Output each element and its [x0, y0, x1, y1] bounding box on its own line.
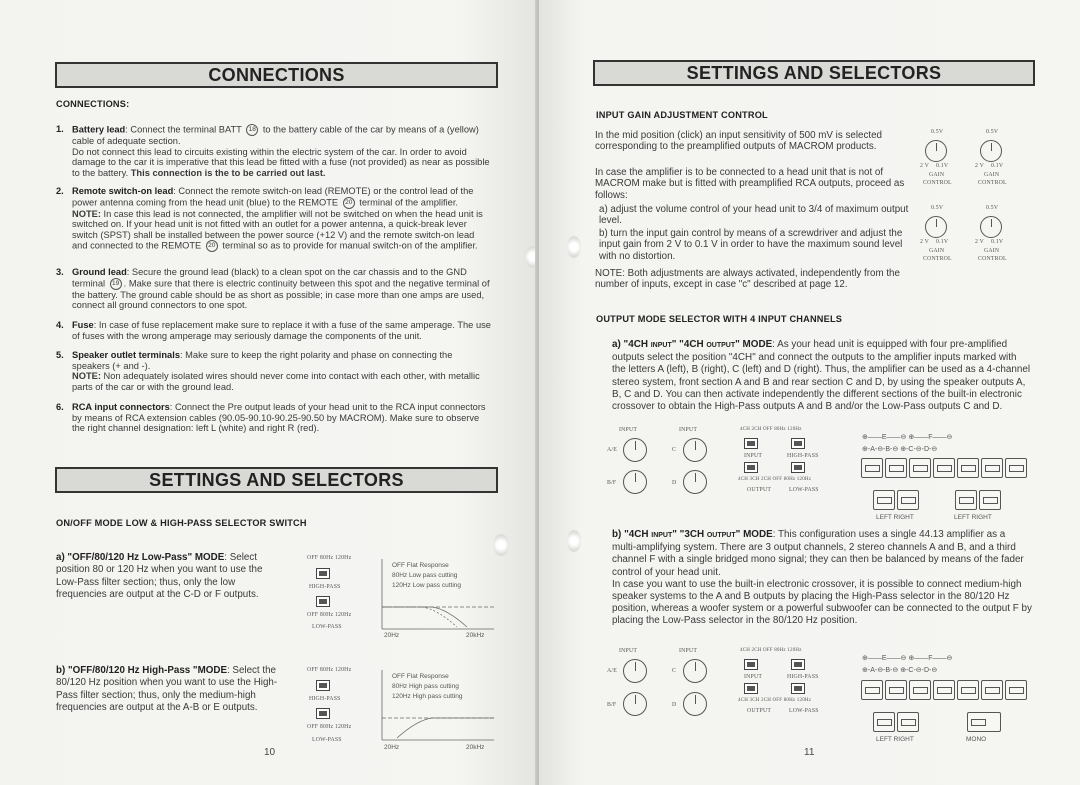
switch-b-bottom-label: OFF 80Hz 120Hz [307, 724, 352, 730]
switch-a-high [316, 568, 330, 579]
freq-20-a: 20Hz [384, 632, 400, 639]
right-page: SETTINGS AND SELECTORS INPUT GAIN ADJUSTMENT CONTROL In the mid position (click) an input sensitivity of 500 mV is selected corresponding to the preamplified outputs of MACROM products. In case the amplifier is to be connected to a head unit that is not of MACROM make but is fitted with preamplified RCA outputs, proceed as follows: a) adjust the volume control of your head unit to 3/4 of maximum output level. b) turn the input gain control by means of a screwdriver and adjust the input gain from 2 V to 0.1 V in order to have the maximum sound level with no distortion. NOTE: Both adjustments are always activated, independently from the number of inputs, except in case "c" described at page 12. 0.5V 2 V 0.1V GAIN CONTROL 0.5V 2 V 0.1V GAIN CONTROL 0.5V 2 V 0.1V GAIN CONTROL 0.5V 2 V 0.1V GAIN CONTROL OUTPUT MODE SELECTOR WITH 4 INPUT CHANNELS a) "4CH INPUT" "4CH OUTPUT" MODE: As your head unit is equipped with four pre-amplified outputs select the position "4CH" and connect the outputs to the amplifier inputs marked with the letters A (left), B (right), C (left) and D (right). Thus, the amplifier can be used as a 4-channel stereo system, front section A and B and rear section C and D, by using the speaker outputs A, B, C and D. You can then activate independently the different sections of the built-in electronic crossover to obtain the High-Pass outputs A and B and/or the Low-Pass outputs C and D. INPUT INPUT A/E B/F C D 4CH 2CH OFF 80Hz 120Hz INPUT HIGH-PASS 4CH 3CH 2CH OFF 80Hz 120Hz OUTPUT LOW-PASS ⊕——E——⊖ ⊕——F——⊖ ⊕-A-⊖-B-⊖ ⊕-C-⊖-D-⊖ LEFT RIGHT LEFT RIGHT b) "4CH INPUT" "3CH OUTPUT" MODE: This configuration uses a single 44.13 amplifier as a multi-amplifying system. There are 3 output channels, 2 stereo channels A and B, and a third channel F with a single bridged mono signal; they can then be balanced by means of the fader control of your head unit. In case you want to use the built-in electronic crossover, it is possible to connect medium-high speaker systems to the A and B outputs by placing the High-Pass selector in the 80/120 Hz position, whereas a woofer system or a powerful subwoofer can be connected to the output F by placing the Low-Pass selector in the 80/120 Hz position. INPUT INPUT A/E B/F C D 4CH 2CH OFF 80Hz 120Hz INPUT HIGH-PASS 4CH 3CH 2CH OFF 80Hz 120Hz OUTPUT LOW-PASS ⊕——E——⊖ ⊕——F——⊖ ⊕-A-⊖-B-⊖ ⊕-C-⊖-D-⊖ LEFT RIGHT MONO 11 [539, 0, 1080, 785]
switch-a-lowpass-label: LOW-PASS [312, 624, 342, 630]
connection-item-remote: 2. Remote switch-on lead: Connect the remote switch-on lead (REMOTE) or the control lead of the power antenna coming from the head unit (blue) to the REMOTE 20 terminal of the amplifier. NOTE: In case this lead is not connected, the amplifier will not be switched on when the head unit is switched on. If your head unit is not fitted with an outlet for a power antenna, a quick-break lever switch (SPST) shall be installed between the power source (+12 V) and the remote switch-on lead and connected to the REMOTE 20 terminal so as to provide for manual switch-on of the amplifier. [56, 186, 483, 251]
legend-120-high: 120Hz High pass cutting [392, 693, 463, 700]
terminal-badge: 18 [246, 124, 258, 136]
switch-b-top-label: OFF 80Hz 120Hz [307, 667, 352, 673]
connections-banner: CONNECTIONS [55, 62, 498, 88]
connection-item-battery: 1. Battery lead: Connect the terminal BATT 18 to the battery cable of the car by means of a (yellow) cable of adequate section. Do not connect this lead to circuits existing within the electric system of the car. In order to avoid damage to the car it is imperative that this lead be fitted with a fuse (not provided) as near as possible to the battery. This connection is the to be carried out last. [56, 124, 490, 178]
connections-heading: CONNECTIONS: [56, 99, 130, 109]
legend-off-b: OFF Flat Response [392, 673, 449, 680]
switch-b-low [316, 708, 330, 719]
switch-a-top-label: OFF 80Hz 120Hz [307, 555, 352, 561]
switch-a-bottom-label: OFF 80Hz 120Hz [307, 612, 352, 618]
connection-item-speaker: 5. Speaker outlet terminals: Make sure to keep the right polarity and phase on connecting the speakers (+ and -). NOTE: Non adequately isolated wires should never come into contact with each other, with metallic parts of the car or with the ground lead. [56, 350, 480, 392]
legend-120-low: 120Hz Low pass cutting [392, 582, 462, 589]
freq-20k-a: 20kHz [466, 632, 485, 639]
switch-a-low [316, 596, 330, 607]
mode-a-text: a) "OFF/80/120 Hz Low-Pass" MODE: Select position 80 or 120 Hz when you want to use the Low-Pass filter section; thus, only the low frequencies are output at the C-D or F outputs. [56, 552, 263, 601]
output-mode-heading: OUTPUT MODE SELECTOR WITH 4 INPUT CHANNELS [596, 314, 843, 324]
switch-b-highpass-label: HIGH-PASS [309, 696, 341, 702]
response-graph-a [372, 557, 497, 637]
switch-b-high [316, 680, 330, 691]
mode-4ch-4ch-text: a) "4CH INPUT" "4CH OUTPUT" MODE: As your head unit is equipped with four pre-amplified outputs select the position "4CH" and connect the outputs to the amplifier inputs marked with the letters A (left), B (right), C (left) and D (right). Thus, the amplifier can be used as a 4-channel stereo system, front section A and B and rear section C and D, by using the speaker outputs A, B, C and D. You can then activate independently the different sections of the built-in electronic crossover to obtain the High-Pass outputs A and B and/or the Low-Pass outputs C and D. [612, 339, 1031, 413]
input-gain-heading: INPUT GAIN ADJUSTMENT CONTROL [596, 110, 768, 120]
gain-step-a: a) adjust the volume control of your head unit to 3/4 of maximum output level. [599, 204, 909, 227]
page-number-right: 11 [804, 747, 815, 758]
left-page [0, 0, 537, 785]
legend-80-low: 80Hz Low pass cutting [392, 572, 458, 579]
response-graph-b [372, 668, 497, 748]
gain-note: NOTE: Both adjustments are always activated, independently from the number of inputs, except in case "c" described at page 12. [595, 268, 900, 291]
switch-a-highpass-label: HIGH-PASS [309, 584, 341, 590]
onoff-heading: ON/OFF MODE LOW & HIGH-PASS SELECTOR SWITCH [56, 518, 307, 528]
switch-b-lowpass-label: LOW-PASS [312, 737, 342, 743]
terminal-badge: 19 [110, 278, 122, 290]
settings-banner-right: SETTINGS AND SELECTORS [593, 60, 1035, 86]
connection-item-rca: 6. RCA input connectors: Connect the Pre output leads of your head unit to the RCA input connectors by means of RCA extension cables (90.05-90.10-90.25-90.50 by MACROM). Make sure to observe the right channel designation: left L (white) and right R (red). [56, 402, 486, 434]
settings-banner-left: SETTINGS AND SELECTORS [55, 467, 498, 493]
binding-hole [567, 236, 581, 258]
legend-off-a: OFF Flat Response [392, 562, 449, 569]
gain-para-2: In case the amplifier is to be connected to a head unit that is not of MACROM make but is fitted with preamplified RCA outputs, proceed as follows: [595, 167, 905, 201]
freq-20-b: 20Hz [384, 744, 400, 751]
gain-step-b: b) turn the input gain control by means of a screwdriver and adjust the input gain from 2 V to 0.1 V in order to have the maximum sound level with no distortion. [599, 228, 903, 262]
page-number-left: 10 [264, 747, 276, 758]
terminal-badge: 20 [343, 197, 355, 209]
mode-b-text: b) "OFF/80/120 Hz High-Pass "MODE: Select the 80/120 Hz position when you want to use the High-Pass filter section; thus, only the medium-high frequencies are output at the A-B or E outputs. [56, 665, 278, 714]
binding-hole [567, 530, 581, 552]
mode-4ch-3ch-text: b) "4CH INPUT" "3CH OUTPUT" MODE: This configuration uses a single 44.13 amplifier as a multi-amplifying system. There are 3 output channels, 2 stereo channels A and B, and a third channel F with a single bridged mono signal; they can then be balanced by means of the fader control of your head unit. In case you want to use the built-in electronic crossover, it is possible to connect medium-high speaker systems to the A and B outputs by placing the High-Pass selector in the 80/120 Hz position, whereas a woofer system or a powerful subwoofer can be connected to the output F by placing the Low-Pass selector in the 80/120 Hz position. [612, 529, 1032, 627]
freq-20k-b: 20kHz [466, 744, 485, 751]
gain-para-1: In the mid position (click) an input sensitivity of 500 mV is selected corresponding to the preamplified outputs of MACROM products. [595, 130, 882, 153]
connection-item-ground: 3. Ground lead: Secure the ground lead (black) to a clean spot on the car chassis and to the GND terminal 19 . Make sure that there is electric continuity between this spot and the negative terminal of the battery. The ground cable should be as short as possible; in case more than one amps are used, connect all ground connectors to one spot. [56, 267, 490, 311]
binding-hole [493, 534, 509, 556]
connection-item-fuse: 4. Fuse: In case of fuse replacement make sure to replace it with a fuse of the same amperage. The use of fuses with the wrong amperage may seriously damage the components of the unit. [56, 320, 491, 341]
legend-80-high: 80Hz High pass cutting [392, 683, 459, 690]
terminal-badge: 20 [206, 240, 218, 252]
